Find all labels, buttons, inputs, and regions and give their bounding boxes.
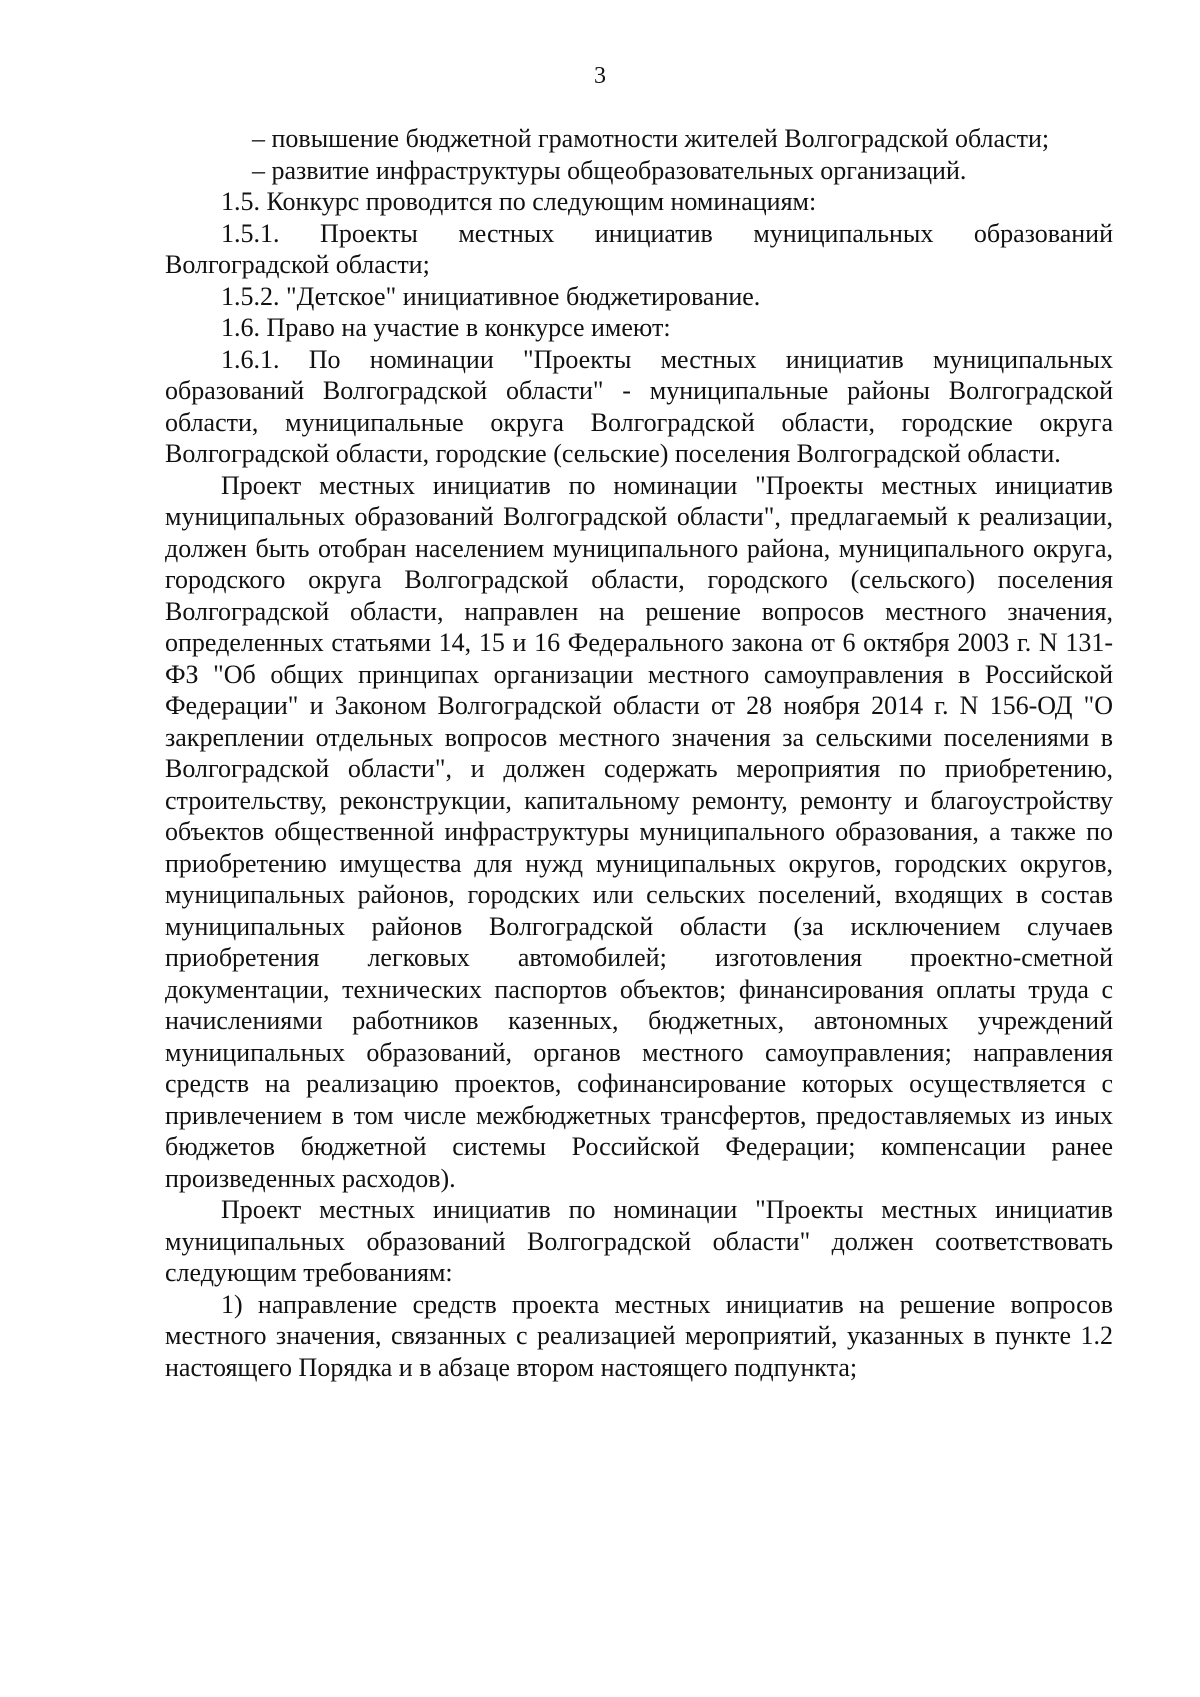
paragraph-project-compliance: Проект местных инициатив по номинации "Проекты местных инициатив муниципальных образований Волгоградской области" должен соответствовать следующим требованиям: [165,1195,1113,1287]
paragraph-1-6-1: 1.6.1. По номинации "Проекты местных инициатив муниципальных образований Волгоградской области" - муниципальные районы Волгоградской области, муниципальные округа Волгоградской области, городские округа Волгоградской области, городские (сельские) поселения Волгоградской области. [165,344,1113,468]
paragraph-1-5-1: 1.5.1. Проекты местных инициатив муниципальных образований Волгоградской области; [165,218,1113,279]
paragraph-infrastructure: – развитие инфраструктуры общеобразовательных организаций. [252,155,967,185]
paragraph-requirement-1: 1) направление средств проекта местных инициатив на решение вопросов местного значения, связанных с реализацией мероприятий, указанных в пункте 1.2 настоящего Порядка и в абзаце втором настоящего подпункта; [165,1289,1113,1382]
paragraph-1-5-2: 1.5.2. "Детское" инициативное бюджетирование. [221,281,761,311]
paragraph-budget-literacy: – повышение бюджетной грамотности жителей Волгоградской области; [252,124,1050,153]
paragraph-1-5: 1.5. Конкурс проводится по следующим номинациям: [221,187,817,216]
page-number: 3 [594,63,606,89]
document-body [165,123,1113,1383]
paragraph-1-6: 1.6. Право на участие в конкурсе имеют: [221,313,671,342]
paragraph-project-requirements-intro: Проект местных инициатив по номинации "Проекты местных инициатив муниципальных образований Волгоградской области", предлагаемый к реализации, должен быть отобран населением муниципального района, муниципального округа, городского округа Волгоградской области, городского (сельского) поселения Волгоградской области, направлен на решение вопросов местного значения, определенных статьями 14, 15 и 16 Федерального закона от 6 октября 2003 г. N 131-ФЗ "Об общих принципах организации местного самоуправления в Российской Федерации" и Законом Волгоградской области от 28 ноября 2014 г. N 156-ОД "О закреплении отдельных вопросов местного значения за сельскими поселениями в Волгоградской области", и должен содержать мероприятия по приобретению, строительству, реконструкции, капитальному ремонту, ремонту и благоустройству объектов общественной инфраструктуры муниципального образования, а также по приобретению имущества для нужд муниципальных округов, городских округов, муниципальных районов, городских или сельских поселений, входящих в состав муниципальных районов Волгоградской области (за исключением случаев приобретения легковых автомобилей; изготовления проектно-сметной документации, технических паспортов объектов; финансирования оплаты труда с начислениями работников казенных, бюджетных, автономных учреждений муниципальных образований, органов местного самоуправления; направления средств на реализацию проектов, софинансирование которых осуществляется с привлечением в том числе межбюджетных трансфертов, предоставляемых из иных бюджетов бюджетной системы Российской Федерации; компенсации ранее произведенных расходов). [165,470,1113,1193]
